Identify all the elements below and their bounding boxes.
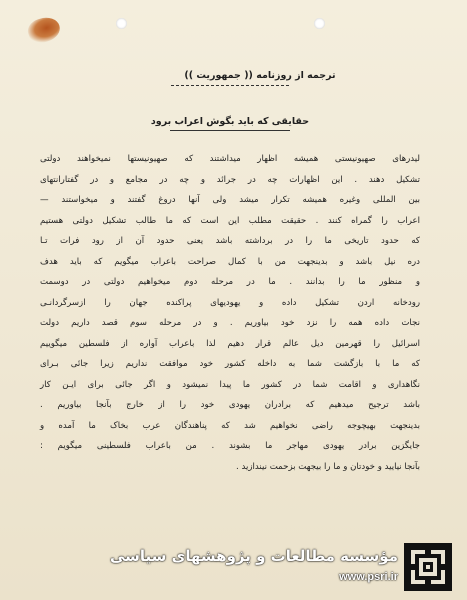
institute-url: www.psri.ir	[339, 571, 398, 583]
body-text	[40, 149, 420, 477]
text-line: و منظور ما را بدانند . ما در مرحله دوم میخواهیم دولتی در دوسمت	[40, 277, 420, 287]
title-text: حقایقی که باید بگوش اعراب برود	[150, 116, 310, 127]
psri-logo-icon	[404, 543, 452, 591]
watermark	[109, 543, 460, 593]
punch-hole-right	[314, 18, 325, 29]
document-body	[40, 70, 420, 477]
text-line: بدینجهت بهیچوجه راضی نخواهیم شد که پناهندگان عرب بخاک ما آمده و	[40, 420, 420, 431]
text-line: نجات داده همه را نزد خود بیاوریم . و در مرحله سوم قصد داریم دولت	[40, 318, 420, 328]
text-line: جایگزین برادر یهودی مهاجر ما بشوند . من باعراب فلسطینی میگویم :	[40, 441, 420, 451]
text-line: اسرائیل را قهرمین دیل عالم قرار دهیم لذا باعراب آواره از فلسطین میگوییم	[40, 338, 420, 349]
title-underline	[170, 130, 290, 131]
text-line: اعراب را گمراه کنند . حقیقت مطلب این است که ما طالب تشکیل دولتی هستیم	[40, 215, 420, 226]
text-line: که ما با بازگشت شما به داخله کشور خود موافقت نداریم زیرا جائی بـرای	[40, 359, 420, 369]
text-line: تشکیل دهند . این اظهارات چه در جرائد و چه در مجامع و در گفتارانتهای	[40, 174, 420, 185]
text-line: بین المللی وغیره همیشه تکرار میشد ولی آنها دروغ گفتند و میخواستند —	[40, 195, 420, 205]
text-line: باشد ترجیح میدهیم که برادران یهودی خود را از خارج بآنجا بیاوریم .	[40, 400, 420, 410]
heading-underline	[171, 85, 289, 86]
text-line: دره نیل باشد و بدینجهت من با کمال صراحت باعراب میگویم که باید هدف	[40, 256, 420, 267]
punch-hole-left	[116, 18, 127, 29]
heading-text: ترجمه از روزنامه (( جمهوریت ))	[184, 70, 336, 81]
text-line: که حدود تاریخی ما را در برداشته باشد یعنی حدود آن از رود فرات تـا	[40, 236, 420, 246]
institute-name: مؤسسه مطالعات و پژوهشهای سیاسی	[109, 547, 398, 565]
text-line: نگاهداری و اقامت شما در کشور ما پیدا نمیشود و اگر جائی برای ایـن کار	[40, 379, 420, 390]
stain-mark	[25, 14, 63, 47]
document-heading	[40, 70, 420, 86]
document-title	[40, 116, 420, 131]
text-line: لیدرهای صهیونیستی همیشه اظهار میداشتند که صهیونیستها نمیخواهند دولتی	[40, 154, 420, 164]
text-line: رودخانه اردن تشکیل داده و یهودیهای پراکنده جهان را ازسرگردانـی	[40, 297, 420, 308]
text-line: بآنجا نیایید و خودتان و ما را بیجهت بزحمت نیندازید .	[236, 461, 420, 472]
